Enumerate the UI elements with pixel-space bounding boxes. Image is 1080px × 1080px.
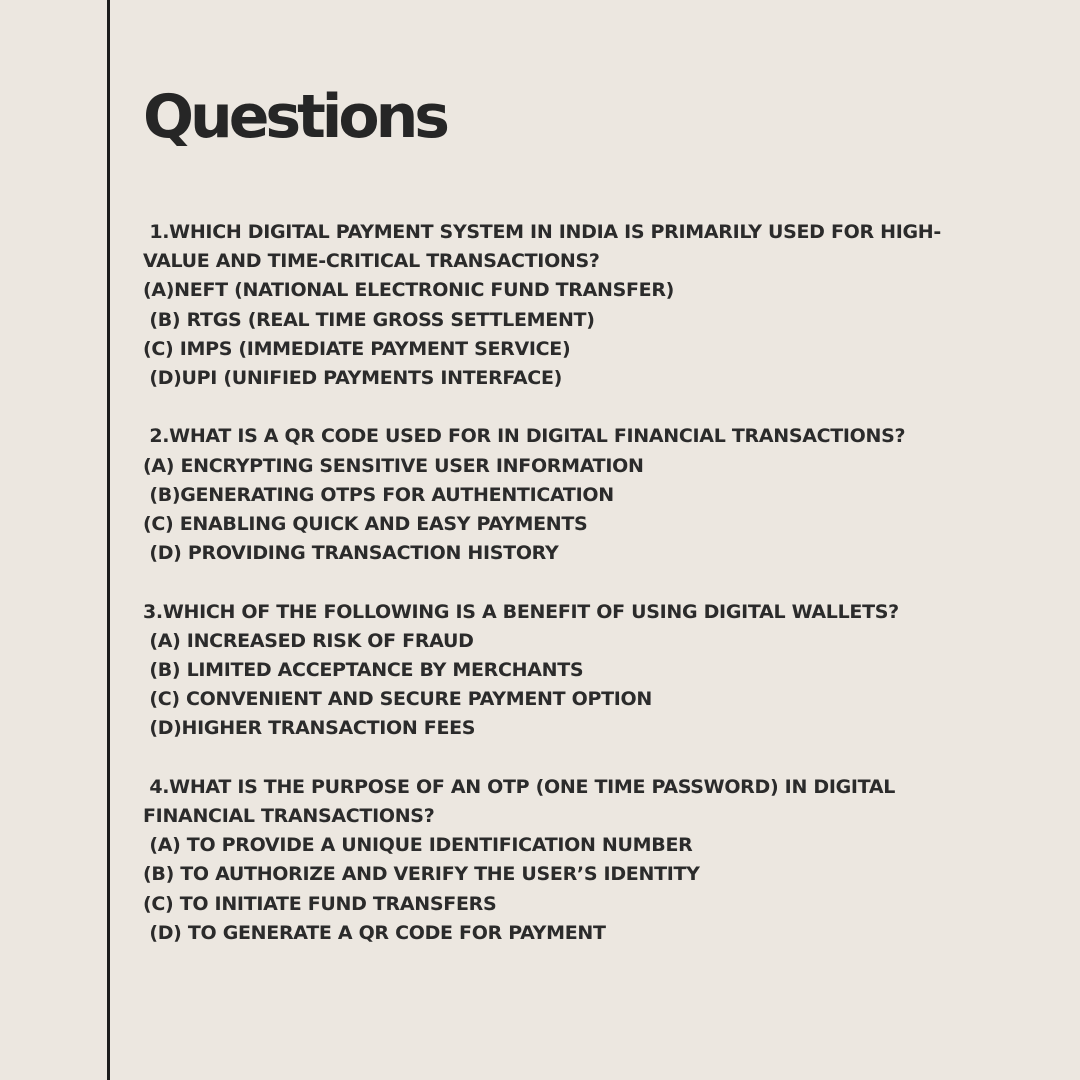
option-a: (A) INCREASED RISK OF FRAUD bbox=[143, 629, 474, 652]
option-b: (B) TO AUTHORIZE AND VERIFY THE USER’S IDENTITY bbox=[143, 863, 700, 886]
question-3 bbox=[143, 598, 963, 744]
option-d: (D)UPI (UNIFIED PAYMENTS INTERFACE) bbox=[143, 367, 563, 390]
option-a: (A)NEFT (NATIONAL ELECTRONIC FUND TRANSFER) bbox=[143, 279, 675, 302]
question-text: 3.WHICH OF THE FOLLOWING IS A BENEFIT OF USING DIGITAL WALLETS? bbox=[143, 600, 899, 623]
question-text: 2.WHAT IS A QR CODE USED FOR IN DIGITAL FINANCIAL TRANSACTIONS? bbox=[143, 425, 906, 448]
question-list bbox=[143, 218, 963, 977]
question-2 bbox=[143, 422, 963, 568]
question-text: 4.WHAT IS THE PURPOSE OF AN OTP (ONE TIME PASSWORD) IN DIGITAL FINANCIAL TRANSACTIONS? bbox=[143, 775, 902, 828]
option-a: (A) ENCRYPTING SENSITIVE USER INFORMATION bbox=[143, 454, 644, 477]
question-text: 1.WHICH DIGITAL PAYMENT SYSTEM IN INDIA IS PRIMARILY USED FOR HIGH-VALUE AND TIME-CRITICAL TRANSACTIONS? bbox=[143, 221, 941, 273]
option-b: (B)GENERATING OTPS FOR AUTHENTICATION bbox=[143, 483, 614, 506]
left-vertical-rule bbox=[107, 0, 110, 1080]
option-d: (D)HIGHER TRANSACTION FEES bbox=[143, 717, 476, 740]
option-d: (D) TO GENERATE A QR CODE FOR PAYMENT bbox=[143, 921, 606, 944]
question-4 bbox=[143, 773, 963, 948]
option-d: (D) PROVIDING TRANSACTION HISTORY bbox=[143, 542, 559, 565]
option-b: (B) LIMITED ACCEPTANCE BY MERCHANTS bbox=[143, 659, 584, 682]
option-c: (C) ENABLING QUICK AND EASY PAYMENTS bbox=[143, 513, 588, 536]
option-c: (C) CONVENIENT AND SECURE PAYMENT OPTION bbox=[143, 688, 652, 711]
option-c: (C) IMPS (IMMEDIATE PAYMENT SERVICE) bbox=[143, 337, 571, 360]
option-a: (A) TO PROVIDE A UNIQUE IDENTIFICATION NUMBER bbox=[143, 834, 693, 857]
option-b: (B) RTGS (REAL TIME GROSS SETTLEMENT) bbox=[143, 308, 595, 331]
option-c: (C) TO INITIATE FUND TRANSFERS bbox=[143, 892, 497, 915]
page-title: Questions bbox=[143, 82, 447, 152]
question-1 bbox=[143, 218, 963, 393]
